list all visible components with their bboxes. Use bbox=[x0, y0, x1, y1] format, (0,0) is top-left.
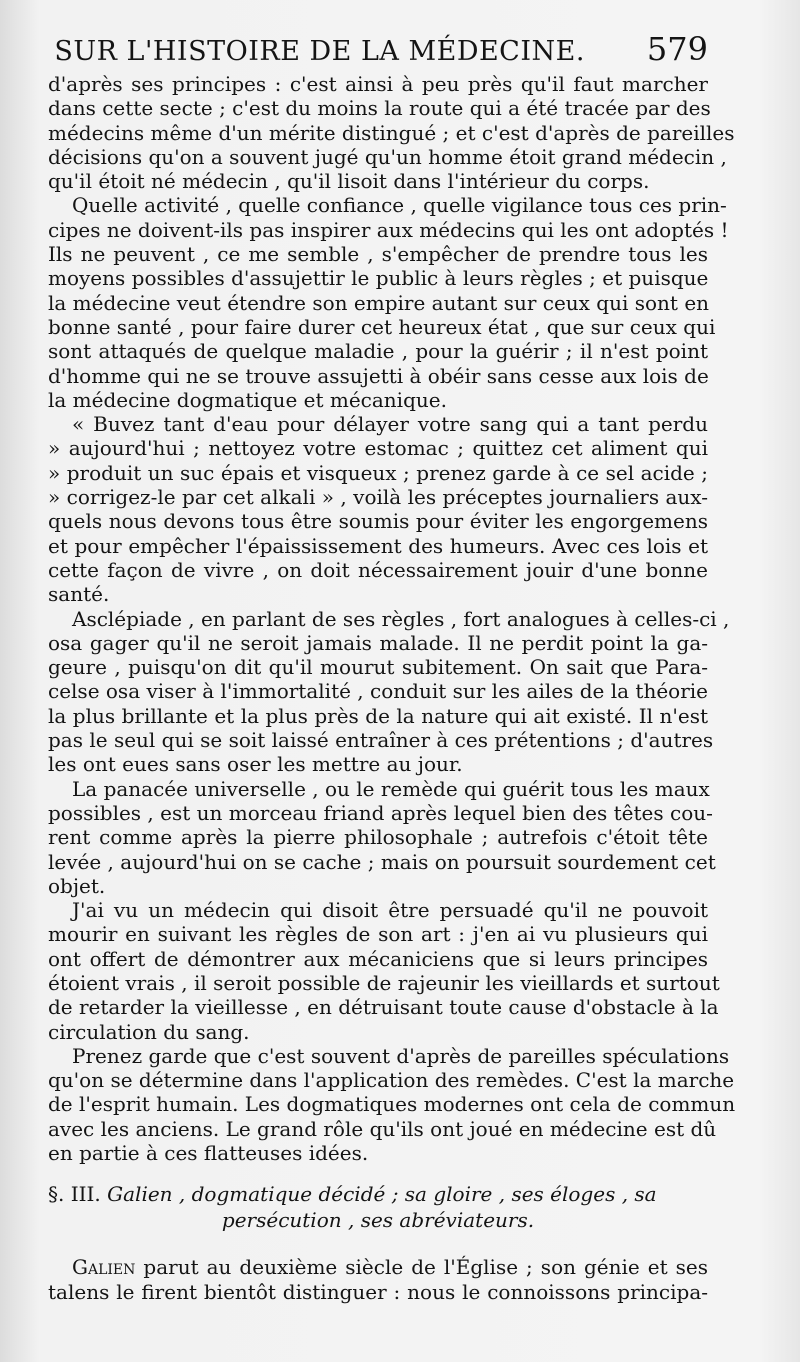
text-line: qu'il étoit né médecin , qu'il lisoit dans l'intérieur du corps. bbox=[48, 169, 650, 194]
section-title-line-2: persécution , ses abréviateurs. bbox=[221, 1208, 535, 1233]
galien-line-2: talens le firent bientôt distinguer : nous le connoissons principa- bbox=[48, 1279, 708, 1304]
text-line: moyens possibles d'assujettir le public à leurs règles ; et puisque bbox=[48, 266, 709, 291]
text-line: de retarder la vieillesse , en détruisant toute cause d'obstacle à la bbox=[48, 995, 719, 1020]
text-line: dans cette secte ; c'est du moins la route qui a été tracée par des bbox=[48, 96, 711, 121]
text-line: mourir en suivant les règles de son art : j'en ai vu plusieurs qui bbox=[48, 922, 708, 947]
text-line: médecins même d'un mérite distingué ; et c'est d'après de pareilles bbox=[48, 120, 735, 145]
paragraph bbox=[48, 193, 729, 412]
text-line: » produit un suc épais et visqueux ; prenez garde à ce sel acide ; bbox=[48, 460, 708, 485]
page-number: 579 bbox=[646, 30, 708, 68]
galien-paragraph bbox=[48, 1255, 708, 1304]
text-line: quels nous devons tous être soumis pour éviter les engorgemens bbox=[48, 509, 708, 534]
text-line: possibles , est un morceau friand après lequel bien des têtes cou- bbox=[48, 800, 713, 825]
text-line: objet. bbox=[48, 873, 106, 898]
text-line: Quelle activité , quelle confiance , quelle vigilance tous ces prin- bbox=[72, 193, 727, 218]
galien-lead-word: Galien bbox=[72, 1255, 136, 1280]
section-title-line-1: Galien , dogmatique décidé ; sa gloire , ses éloges , sa bbox=[107, 1182, 657, 1207]
paragraph bbox=[48, 72, 735, 194]
text-line: Asclépiade , en parlant de ses règles , fort analogues à celles-ci , bbox=[72, 606, 730, 631]
paragraph bbox=[48, 606, 730, 777]
paragraph bbox=[48, 412, 708, 606]
text-line: la plus brillante et la plus près de la nature qui ait existé. Il n'est bbox=[48, 703, 708, 728]
section-heading-line-1 bbox=[48, 1181, 708, 1207]
text-line: en partie à ces flatteuses idées. bbox=[48, 1141, 369, 1166]
text-line: étoient vrais , il seroit possible de rajeunir les vieillards et surtout bbox=[48, 970, 720, 995]
body-text bbox=[48, 72, 736, 1166]
text-line: santé. bbox=[48, 582, 110, 607]
text-line: » aujourd'hui ; nettoyez votre estomac ; quittez cet aliment qui bbox=[48, 436, 708, 461]
text-line: avec les anciens. Le grand rôle qu'ils ont joué en médecine est dû bbox=[48, 1116, 717, 1141]
text-line: ont offert de démontrer aux mécaniciens que si leurs principes bbox=[48, 946, 708, 971]
section-number: §. III. bbox=[48, 1182, 101, 1207]
text-line: cette façon de vivre , on doit nécessairement jouir d'une bonne bbox=[48, 557, 708, 582]
text-line: Prenez garde que c'est souvent d'après de pareilles spéculations bbox=[72, 1043, 730, 1068]
text-line: bonne santé , pour faire durer cet heureux état , que sur ceux qui bbox=[48, 314, 716, 339]
paragraph bbox=[48, 776, 716, 898]
text-line: pas le seul qui se soit laissé entraîner à ces prétentions ; d'autres bbox=[48, 728, 714, 753]
paragraph bbox=[48, 1043, 736, 1166]
page-header bbox=[48, 30, 708, 72]
text-line: qu'on se détermine dans l'application des remèdes. C'est la marche bbox=[48, 1068, 735, 1093]
text-line: cipes ne doivent-ils pas inspirer aux médecins qui les ont adoptés ! bbox=[48, 217, 729, 242]
text-line: La panacée universelle , ou le remède qui guérit tous les maux bbox=[72, 776, 710, 801]
running-title: SUR L'HISTOIRE DE LA MÉDECINE. bbox=[54, 36, 585, 67]
text-line: celse osa viser à l'immortalité , conduit sur les ailes de la théorie bbox=[48, 679, 708, 704]
text-line: levée , aujourd'hui on se cache ; mais on poursuit sourdement cet bbox=[48, 849, 716, 874]
text-line: et pour empêcher l'épaississement des humeurs. Avec ces lois et bbox=[48, 533, 708, 558]
paragraph bbox=[48, 898, 720, 1044]
text-line: osa gager qu'il ne seroit jamais malade. Il ne perdit point la ga- bbox=[48, 630, 708, 655]
text-line: d'après ses principes : c'est ainsi à peu près qu'il faut marcher bbox=[48, 72, 708, 96]
text-line: rent comme après la pierre philosophale ; autrefois c'étoit tête bbox=[48, 825, 708, 850]
galien-line-1 bbox=[48, 1255, 708, 1279]
text-line: » corrigez-le par cet alkali » , voilà les préceptes journaliers aux- bbox=[48, 485, 708, 510]
text-line: la médecine veut étendre son empire autant sur ceux qui sont en bbox=[48, 290, 710, 315]
text-line: « Buvez tant d'eau pour délayer votre sang qui a tant perdu bbox=[72, 412, 708, 437]
section-heading bbox=[48, 1181, 708, 1233]
text-line: décisions qu'on a souvent jugé qu'un homme étoit grand médecin , bbox=[48, 144, 727, 169]
text-line: circulation du sang. bbox=[48, 1019, 250, 1044]
text-line: geure , puisqu'on dit qu'il mourut subitement. On sait que Para- bbox=[48, 655, 708, 680]
text-line: la médecine dogmatique et mécanique. bbox=[48, 387, 447, 412]
text-line: d'homme qui ne se trouve assujetti à obéir sans cesse aux lois de bbox=[48, 363, 709, 388]
text-line: les ont eues sans oser les mettre au jour. bbox=[48, 752, 463, 777]
text-line: de l'esprit humain. Les dogmatiques modernes ont cela de commun bbox=[48, 1092, 736, 1117]
text-line: sont attaqués de quelque maladie , pour la guérir ; il n'est point bbox=[48, 339, 708, 364]
text-line: J'ai vu un médecin qui disoit être persuadé qu'il ne pouvoit bbox=[72, 898, 708, 923]
text-line: Ils ne peuvent , ce me semble , s'empêcher de prendre tous les bbox=[48, 242, 708, 267]
galien-line-1-rest: parut au deuxième siècle de l'Église ; son génie et ses bbox=[143, 1255, 708, 1280]
